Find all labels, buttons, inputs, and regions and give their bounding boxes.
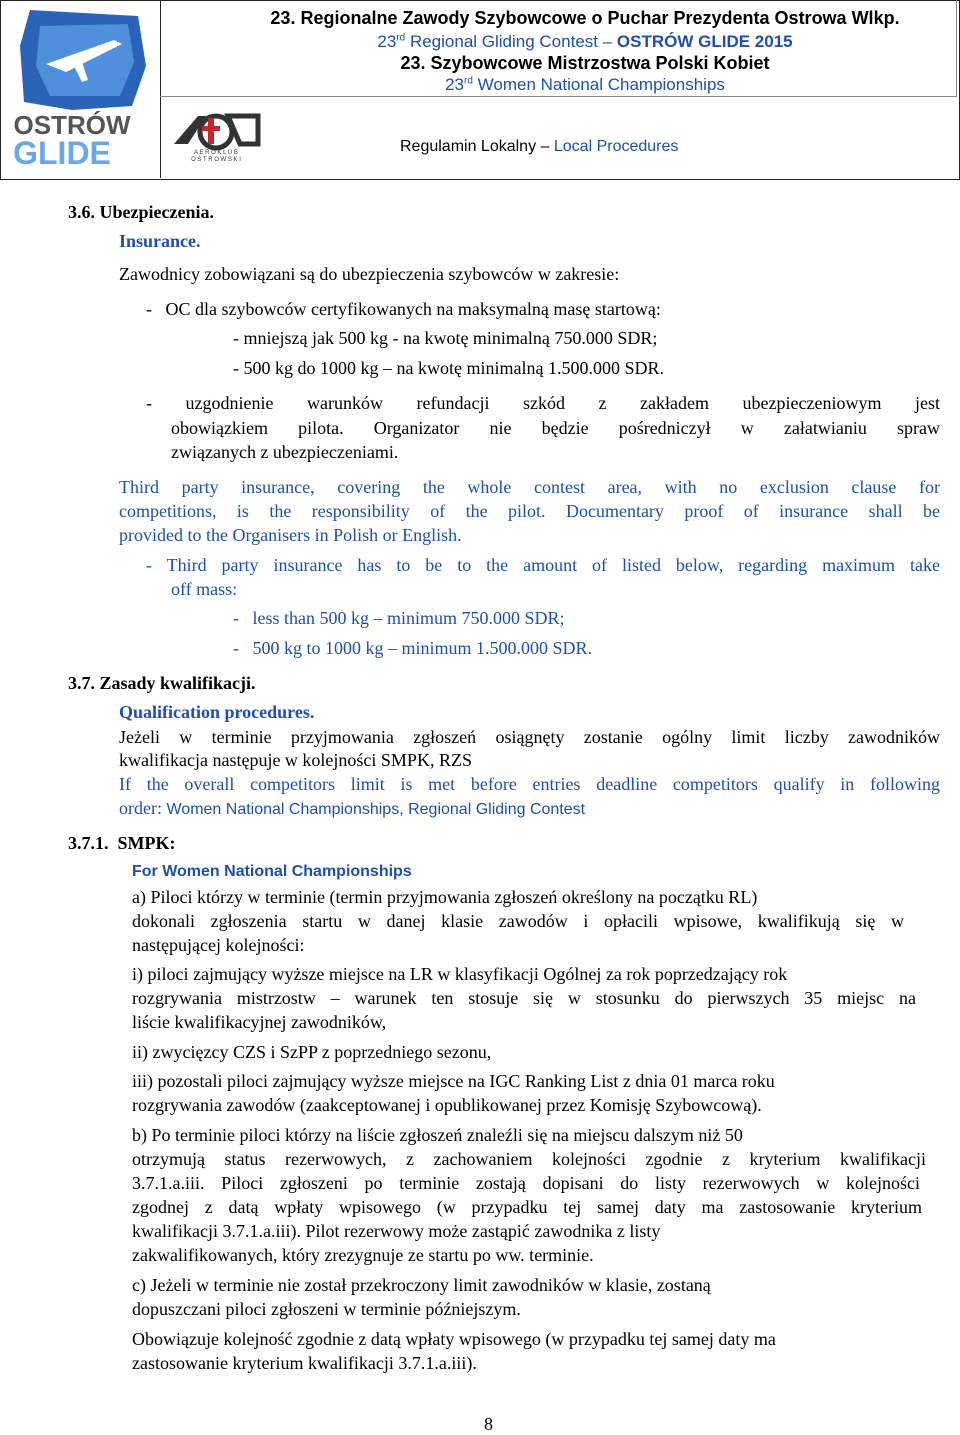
insurance-item-1a: - mniejszą jak 500 kg - na kwotę minimalną 750.000 SDR;	[233, 328, 658, 348]
smpk-a-line-1: a) Piloci którzy w terminie (termin przyjmowania zgłoszeń określony na początku RL)	[132, 887, 758, 907]
qualification-en-line-1: If the overall competitors limit is met before entries deadline competitors qualify in following	[119, 774, 940, 794]
section-3-6-heading: 3.6. Ubezpieczenia.	[68, 202, 214, 222]
insurance-item-1: - OC dla szybowców certyfikowanych na maksymalną masę startową:	[146, 299, 661, 319]
insurance-en-item-line-2: off mass:	[171, 579, 238, 599]
smpk-order-line-1: Obowiązuje kolejność zgodnie z datą wpłaty wpisowego (w przypadku tej samej daty ma	[132, 1329, 776, 1349]
smpk-b-line-6: zakwalifikowanych, który zrezygnuje ze startu po ww. terminie.	[132, 1245, 594, 1265]
smpk-i-line-2: rozgrywania mistrzostw – warunek ten stosuje się w stosunku do pierwszych 35 miejsc na	[132, 988, 916, 1008]
header-line-3: 23. Szybowcowe Mistrzostwa Polski Kobiet	[400, 53, 770, 73]
smpk-i-line-1: i) piloci zajmujący wyższe miejsce na LR w klasyfikacji Ogólnej za rok poprzedzający rok	[132, 964, 788, 984]
logo-text-bottom: GLIDE	[13, 135, 111, 171]
insurance-en-line-1: Third party insurance, covering the whole contest area, with no exclusion clause for	[119, 477, 940, 497]
section-3-7-heading: 3.7. Zasady kwalifikacji.	[68, 673, 256, 693]
insurance-item-2-line-2: obowiązkiem pilota. Organizator nie będzie pośredniczył w załatwianiu spraw	[171, 418, 940, 438]
insurance-en-line-2: competitions, is the responsibility of the pilot. Documentary proof of insurance shall be	[119, 501, 940, 521]
insurance-en-line-3: provided to the Organisers in Polish or English.	[119, 525, 462, 545]
smpk-b-line-3: 3.7.1.a.iii. Piloci zgłoszeni po terminie zostają dopisani do listy rezerwowych w kolejności	[132, 1173, 920, 1193]
aeroklub-logo	[168, 110, 264, 162]
smpk-b-line-4: zgodnej z datą wpłaty wpisowego (w przypadku tej samej daty ma zastosowanie kryterium	[132, 1197, 922, 1217]
aeroklub-text: A E R O K L U B	[194, 150, 238, 156]
insurance-item-2-line-3: związanych z ubezpieczeniami.	[171, 442, 399, 462]
insurance-en-item-a: - less than 500 kg – minimum 750.000 SDR;	[233, 608, 565, 628]
header-line-2: 23rd Regional Gliding Contest – OSTRÓW GLIDE 2015	[377, 32, 793, 51]
smpk-b-line-5: kwalifikacji 3.7.1.a.iii). Pilot rezerwowy może zastąpić zawodnika z listy	[132, 1221, 661, 1241]
smpk-iii-line-2: rozgrywania zawodów (zaakceptowanej i opublikowanej przez Komisję Szybowcową).	[132, 1095, 762, 1115]
section-3-7-1-heading: 3.7.1. SMPK:	[68, 833, 176, 853]
smpk-order-line-2: zastosowanie kryterium kwalifikacji 3.7.1.a.iii).	[132, 1353, 477, 1373]
qualification-en-line-2: order: Women National Championships, Regional Gliding Contest	[119, 798, 586, 818]
insurance-en-item-b: - 500 kg to 1000 kg – minimum 1.500.000 SDR.	[233, 638, 593, 658]
smpk-b-line-2: otrzymują status rezerwowych, z zachowaniem kolejności zgodnie z kryterium kwalifikacji	[132, 1149, 926, 1169]
smpk-for-label: For Women National Championships	[132, 863, 412, 880]
page-number: 8	[484, 1414, 493, 1434]
section-3-7-heading-en: Qualification procedures.	[119, 702, 315, 722]
insurance-en-item-line-1: - Third party insurance has to be to the amount of listed below, regarding maximum take	[146, 555, 940, 575]
smpk-i-line-3: liście kwalifikacyjnej zawodników,	[132, 1012, 387, 1032]
smpk-ii: ii) zwycięzcy CZS i SzPP z poprzedniego sezonu,	[132, 1042, 492, 1062]
smpk-c-line-2: dopuszczani piloci zgłoszeni w terminie późniejszym.	[132, 1299, 521, 1319]
smpk-b-line-1: b) Po terminie piloci którzy na liście zgłoszeń znaleźli się na miejscu dalszym niż 50	[132, 1125, 743, 1145]
insurance-item-2-line-1: - uzgodnienie warunków refundacji szkód z zakładem ubezpieczeniowym jest	[146, 393, 940, 413]
smpk-a-line-2: dokonali zgłoszenia startu w danej klasie zawodów i opłacili wpisowe, kwalifikują się w	[132, 911, 904, 931]
insurance-intro: Zawodnicy zobowiązani są do ubezpieczenia szybowców w zakresie:	[119, 264, 620, 284]
section-3-6-heading-en: Insurance.	[119, 231, 201, 251]
header-line-4: 23rd Women National Championships	[445, 75, 725, 94]
smpk-c-line-1: c) Jeżeli w terminie nie został przekroczony limit zawodników w klasie, zostaną	[132, 1275, 711, 1295]
insurance-item-1b: - 500 kg do 1000 kg – na kwotę minimalną 1.500.000 SDR.	[233, 358, 664, 378]
qualification-pl-line-2: kwalifikacja następuje w kolejności SMPK, RZS	[119, 750, 472, 770]
smpk-a-line-3: następującej kolejności:	[132, 935, 305, 955]
logo-text-top: OSTRÓW	[13, 110, 131, 140]
document-title: Regulamin Lokalny – Local Procedures	[400, 138, 679, 155]
ostrow-glide-logo	[10, 6, 156, 172]
aeroklub-subtext: O S T R O W S K I	[191, 157, 241, 162]
qualification-pl-line-1: Jeżeli w terminie przyjmowania zgłoszeń osiągnęty zostanie ogólny limit liczby zawodników	[119, 727, 940, 747]
header-line-1: 23. Regionalne Zawody Szybowcowe o Puchar Prezydenta Ostrowa Wlkp.	[270, 8, 900, 28]
smpk-iii-line-1: iii) pozostali piloci zajmujący wyższe miejsce na IGC Ranking List z dnia 01 marca roku	[132, 1071, 775, 1091]
